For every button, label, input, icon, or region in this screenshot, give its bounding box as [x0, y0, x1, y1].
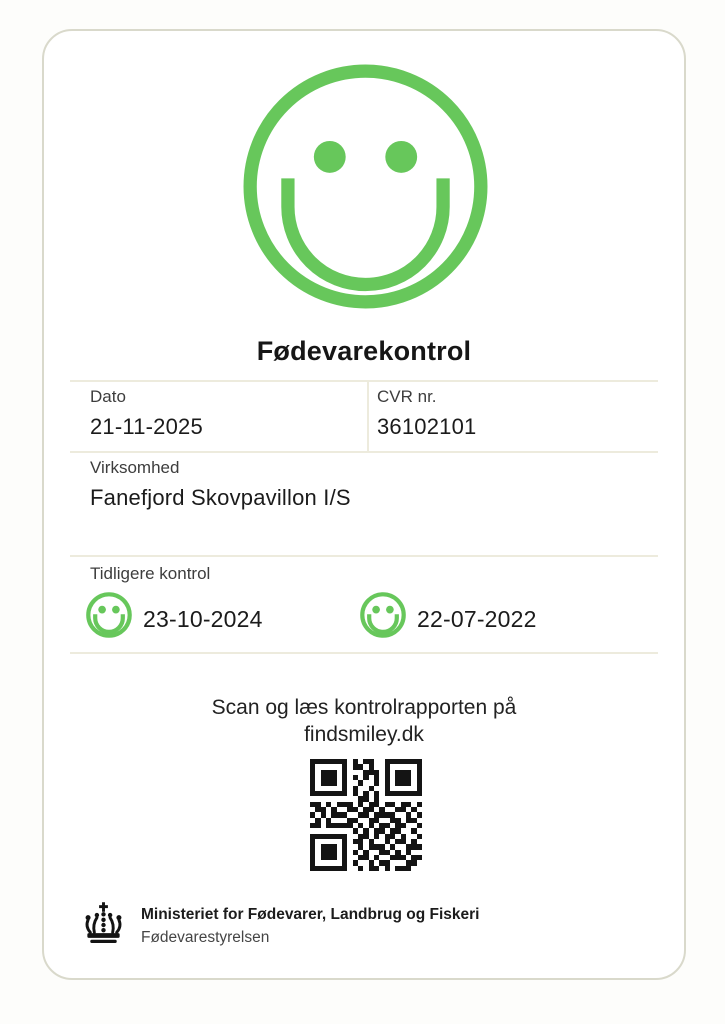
cvr-field	[377, 387, 476, 441]
scan-note	[44, 694, 684, 748]
ministry-name: Ministeriet for Fødevarer, Landbrug og Fiskeri	[141, 906, 480, 923]
date-label: Dato	[90, 387, 126, 406]
divider	[70, 555, 658, 557]
agency-name: Fødevarestyrelsen	[141, 929, 270, 946]
date-field	[90, 387, 203, 441]
previous-inspection-date: 23-10-2024	[143, 606, 263, 632]
cvr-label: CVR nr.	[377, 387, 437, 406]
previous-inspection-item	[360, 592, 537, 638]
qr-code	[310, 759, 422, 871]
cvr-value: 36102101	[377, 414, 477, 439]
royal-crown-logo-icon	[80, 897, 127, 953]
inspection-report-card	[42, 29, 686, 980]
scan-note-line1: Scan og læs kontrolrapporten på	[211, 696, 517, 719]
company-field	[90, 458, 351, 512]
previous-inspection-date: 22-07-2022	[417, 606, 537, 632]
happy-smiley-icon	[86, 592, 132, 638]
footer-text	[141, 905, 479, 948]
company-label: Virksomhed	[90, 458, 180, 477]
divider	[70, 380, 658, 382]
company-value: Fanefjord Skovpavillon I/S	[90, 485, 351, 510]
previous-inspections-label: Tidligere kontrol	[90, 564, 211, 583]
divider	[70, 451, 658, 453]
page-title: Fødevarekontrol	[256, 336, 472, 366]
date-value: 21-11-2025	[90, 414, 203, 439]
happy-smiley-icon	[360, 592, 406, 638]
previous-inspections-row	[86, 592, 644, 638]
divider	[70, 652, 658, 654]
scan-note-line2: findsmiley.dk	[304, 723, 424, 746]
column-divider	[367, 380, 369, 451]
happy-smiley-icon	[243, 64, 488, 309]
previous-inspection-item	[86, 592, 360, 638]
footer	[80, 897, 479, 953]
